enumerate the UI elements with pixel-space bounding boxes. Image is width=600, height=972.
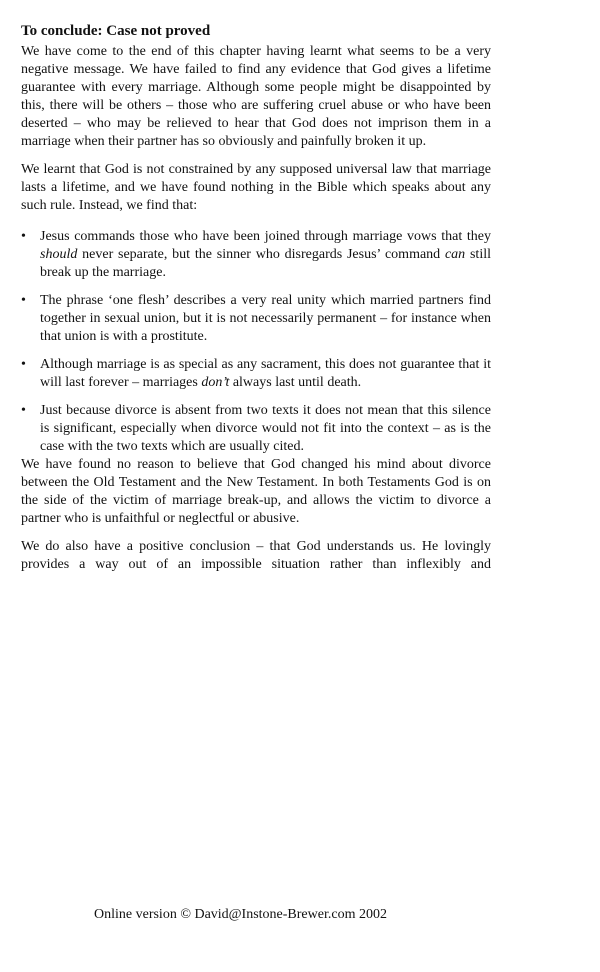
paragraph-learnt: We learnt that God is not constrained by any supposed universal law that marriage lasts a lifetime, and we have found nothing in the Bible which speaks about any such rule. Instead, we find that: [21,162,491,213]
section-heading: To conclude: Case not proved [21,23,211,39]
page-footer: Online version © David@Instone-Brewer.com 2002 [94,907,387,922]
list-item-text: Just because divorce is absent from two texts it does not mean that this silence is significant, especially when divorce would not fit into the context – as is the case with the two texts which are usually cited. [40,403,491,454]
bullet-icon: • [21,403,26,418]
list-item [21,402,491,456]
document-page [21,22,491,584]
list-item-text: The phrase ‘one flesh’ describes a very real unity which married partners find together in sexual union, but it is not necessarily permanent – for instance when that union is with a prostitute. [40,293,491,344]
list-item [21,292,491,346]
paragraph-positive: We do also have a positive conclusion – that God understands us. He lovingly provides a way out of an impossible situation rather than inflexibly and [21,539,491,572]
paragraph-no-reason: We have found no reason to believe that God changed his mind about divorce between the Old Testament and the New Testament. In both Testaments God is on the side of the victim of marriage break-up, and allows the victim to divorce a partner who is unfaithful or neglectful or abusive. [21,457,491,526]
emphasis-text: can [444,247,466,262]
emphasis-text: don’t [201,375,230,390]
list-item-text: Jesus commands those who have been joined through marriage vows that they [40,229,491,244]
paragraph-intro: We have come to the end of this chapter having learnt what seems to be a very negative message. We have failed to find any evidence that God gives a lifetime guarantee with every marriage. Although some people might be disappointed by this, there will be others – those who are suffering cruel abuse or who have been deserted – who may be relieved to hear that God does not imprison them in a marriage when their partner has so obviously and painfully broken it up. [21,44,491,149]
list-item [21,228,491,282]
list-item-text: never separate, but the sinner who disregards Jesus’ command [77,247,445,262]
bullet-icon: • [21,229,26,244]
emphasis-text: should [40,247,78,262]
conclusion-list [21,228,491,456]
list-item [21,356,491,392]
list-item-text: Although marriage is as special as any sacrament, this does not guarantee that it will last forever – marriages [40,357,491,390]
bullet-icon: • [21,357,26,372]
list-item-text: still break up the marriage. [40,247,491,280]
list-item-text: always last until death. [229,375,362,390]
bullet-icon: • [21,293,26,308]
